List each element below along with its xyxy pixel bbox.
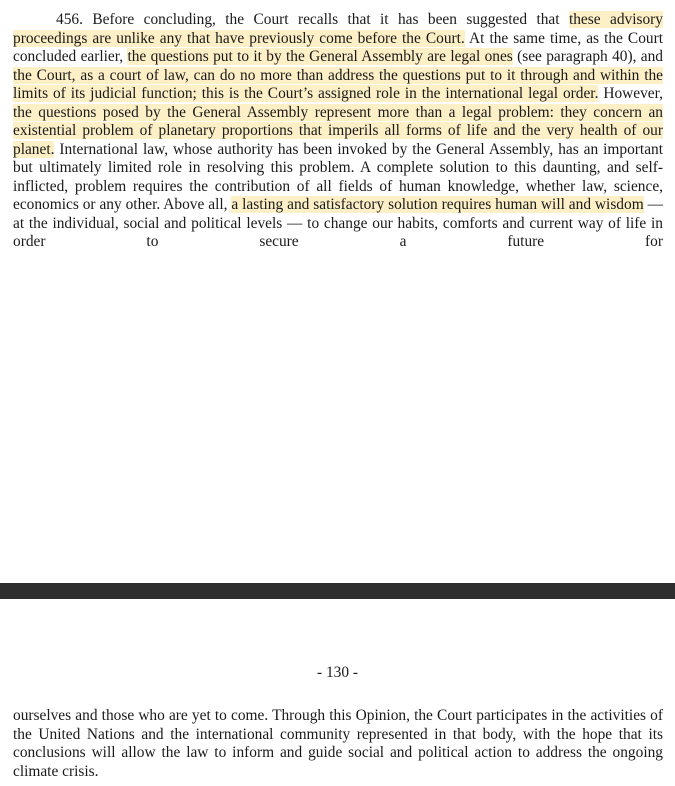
- highlighted-segment[interactable]: a lasting and satisfactory solution requires human will and wisdom: [231, 196, 644, 213]
- highlighted-segment[interactable]: the questions put to it by the General Assembly are legal ones: [127, 48, 513, 65]
- text-segment: (see paragraph 40), and: [512, 48, 664, 65]
- page-separator: [0, 583, 675, 599]
- text-segment: — at the individual, social and political levels — to change our habits, comforts and current way of life in order to secure a future for: [13, 196, 663, 250]
- text-segment: Before concluding, the Court recalls that it has been suggested that: [92, 11, 569, 28]
- paragraph-number: 456.: [56, 11, 83, 28]
- paragraph-456: [13, 11, 663, 252]
- highlighted-segment[interactable]: these advisory proceedings are unlike any that have previously come before the Court.: [13, 11, 663, 47]
- page-number: - 130 -: [316, 664, 359, 681]
- text-segment: At the same time, as the Court concluded earlier,: [13, 29, 663, 65]
- highlighted-segment[interactable]: the Court, as a court of law, can do no more than address the questions put to it through and within the limits of its judicial function; this is the Court’s assigned role in the international legal order.: [13, 66, 663, 102]
- text-segment: However,: [598, 85, 663, 102]
- paragraph-continuation: ourselves and those who are yet to come. Through this Opinion, the Court participates in the activities of the United Nations and the international community represented in that body, with the hope that its conclusions will allow the law to inform and guide social and political action to address the ongoing climate crisis.: [13, 707, 663, 780]
- text-segment: International law, whose authority has been invoked by the General Assembly, has an important but ultimately limited role in resolving this problem. A complete solution to this daunting, and self-inflicted, problem requires the contribution of all fields of human knowledge, whether law, science, economics or any other. Above all,: [13, 140, 663, 213]
- highlighted-segment[interactable]: the questions posed by the General Assembly represent more than a legal problem: they concern an existential problem of planetary proportions that imperils all forms of life and the very health of our planet.: [13, 103, 663, 158]
